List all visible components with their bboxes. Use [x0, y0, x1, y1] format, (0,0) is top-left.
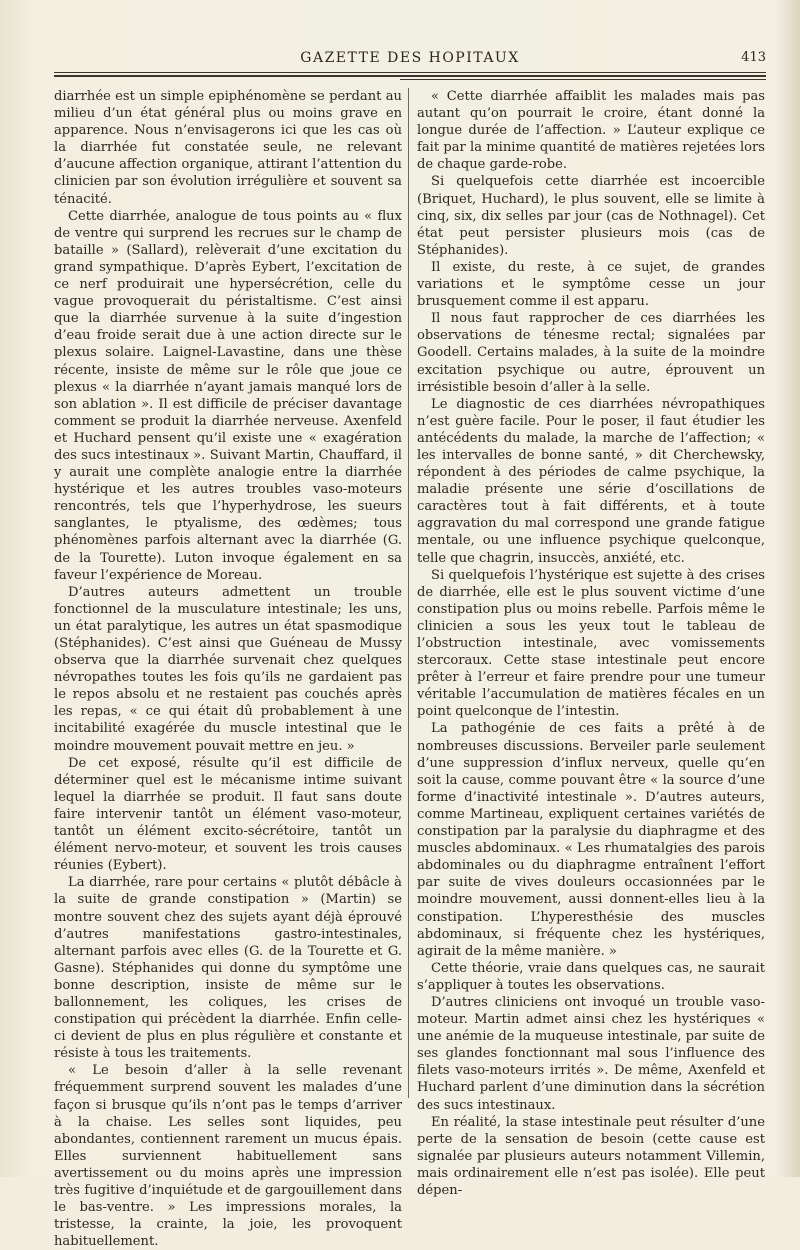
left-column	[54, 88, 402, 1250]
paragraph: Cette diarrhée, analogue de tous points au « flux de ventre qui surprend les recrues sur le champ de bataille » (Sallard), relèverait d’une excitation du grand sympathique. D’après Eybert, l’excitation de ce nerf produirait une hypersécrétion, celle du vague provoquerait du péristaltisme. C’est ainsi que la diarrhée survenue à la suite d’ingestion d’eau froide serait due à une action directe sur le plexus solaire. Laignel-Lavastine, dans une thèse récente, insiste de même sur le rôle que joue ce plexus « la diarrhée n’ayant jamais manqué lors de son ablation ». Il est difficile de préciser davantage comment se produit la diarrhée nerveuse. Axenfeld et Huchard pensent qu’il existe une « exagération des sucs intestinaux ». Suivant Martin, Chauffard, il y aurait une complète analogie entre la diarrhée hystérique et les autres troubles vaso-moteurs rencontrés, tels que l’hyperhydrose, les sueurs sanglantes, le ptyalisme, des œdèmes; tous phénomènes parfois alternant avec la diarrhée (G. de la Tourette). Luton invoque également en sa faveur l’expérience de Moreau.	[54, 208, 402, 583]
paragraph: Si quelquefois l’hystérique est sujette à des crises de diarrhée, elle est le plus souvent victime d’une constipation plus ou moins rebelle. Parfois même le clinicien a sous les yeux tout le tableau de l’obstruction intestinale, avec vomissements stercoraux. Cette stase intestinale peut encore prêter à l’erreur et faire prendre pour une tumeur véritable l’accumulation de matières fécales en un point quelconque de l’intestin.	[417, 567, 765, 720]
paragraph: En réalité, la stase intestinale peut résulter d’une perte de la sensation de besoin (cette cause est signalée par plusieurs auteurs notamment Villemin, mais ordinairement elle n’est pas isolée). Elle peut dépen-	[417, 1114, 765, 1198]
page-edge-shading	[778, 0, 800, 1177]
paragraph: La pathogénie de ces faits a prêté à de nombreuses discussions. Berveiler parle seulement d’une suppression d’influx nerveux, quelle qu’en soit la cause, comme pouvant être « la source d’une forme d’inactivité intestinale ». D’autres auteurs, comme Martineau, expliquent certaines variétés de constipation par la paralysie du diaphragme et des muscles abdominaux. « Les rhumatalgies des parois abdominales ou du diaphragme entraînent l’effort par suite de vives douleurs occasionnées par le moindre mouvement, aussi donnent-elles lieu à la constipation. L’hyperesthésie des muscles abdominaux, si fréquente chez les hystériques, agirait de la même manière. »	[417, 721, 765, 959]
journal-title: GAZETTE DES HOPITAUX	[300, 50, 520, 66]
column-divider	[408, 88, 409, 1098]
paragraph: Le diagnostic de ces diarrhées névropathiques n’est guère facile. Pour le poser, il faut étudier les antécédents du malade, la marche de l’affection; « les intervalles de bonne santé, » dit Cherchewsky, répondent à des périodes de calme psychique, la maladie présente une série d’oscillations de caractères tout à fait différents, et à toute aggravation du mal correspond une grande fatigue mentale, ou une influence psychique quelconque, telle que chagrin, insuccès, anxiété, etc.	[417, 396, 765, 566]
header-rule-short	[400, 79, 766, 80]
page-number: 413	[741, 50, 766, 65]
right-column	[417, 88, 765, 1199]
paragraph: Il existe, du reste, à ce sujet, de grandes variations et le symptôme cesse un jour brusquement comme il est apparu.	[417, 259, 765, 310]
running-header	[54, 50, 766, 72]
paragraph: De cet exposé, résulte qu’il est difficile de déterminer quel est le mécanisme intime suivant lequel la diarrhée se produit. Il faut sans doute faire intervenir tantôt un élément vaso-moteur, tantôt un élément excito-sécrétoire, tantôt un élément nervo-moteur, et souvent les trois causes réunies (Eybert).	[54, 755, 402, 874]
header-rule-thin	[54, 72, 766, 73]
paragraph: diarrhée est un simple epiphénomène se perdant au milieu d’un état général plus ou moins grave en apparence. Nous n’envisagerons ici que les cas où la diarrhée fut constatée seule, ne relevant d’aucune affection organique, attirant l’attention du clinicien par son évolution irrégulière et souvent sa ténacité.	[54, 89, 402, 207]
header-rule-thick	[54, 75, 766, 77]
paragraph: La diarrhée, rare pour certains « plutôt débâcle à la suite de grande constipation » (Martin) se montre souvent chez des sujets ayant déjà éprouvé d’autres manifestations gastro-intestinales, alternant parfois avec elles (G. de la Tourette et G. Gasne). Stéphanides qui donne du symptôme une bonne description, insiste de même sur le ballonnement, les coliques, les crises de constipation qui précèdent la diarrhée. Enfin celle-ci devient de plus en plus régulière et constante et résiste à tous les traitements.	[54, 875, 402, 1062]
paragraph: D’autres cliniciens ont invoqué un trouble vaso-moteur. Martin admet ainsi chez les hystériques « une anémie de la muqueuse intestinale, par suite de ses glandes fonctionnant mal sous l’influence des filets vaso-moteurs irrités ». De même, Axenfeld et Huchard parlent d’une diminution dans la sécrétion des sucs intestinaux.	[417, 994, 765, 1113]
paragraph: Cette théorie, vraie dans quelques cas, ne saurait s’appliquer à toutes les observations.	[417, 960, 765, 993]
paragraph: « Cette diarrhée affaiblit les malades mais pas autant qu’on pourrait le croire, étant donné la longue durée de l’affection. » L’auteur explique ce fait par la minime quantité de matières rejetées lors de chaque garde-robe.	[417, 89, 765, 173]
paragraph: Si quelquefois cette diarrhée est incoercible (Briquet, Huchard), le plus souvent, elle se limite à cinq, six, dix selles par jour (cas de Nothnagel). Cet état peut persister plusieurs mois (cas de Stéphanides).	[417, 174, 765, 258]
paragraph: D’autres auteurs admettent un trouble fonctionnel de la musculature intestinale; les uns, un état paralytique, les autres un état spasmodique (Stéphanides). C’est ainsi que Guéneau de Mussy observa que la diarrhée survenait chez quelques névropathes toutes les fois qu’ils ne gardaient pas le repos absolu et ne restaient pas couchés après les repas, « ce qui était dû probablement à une incitabilité exagérée du muscle intestinal que le moindre mouvement pouvait mettre en jeu. »	[54, 584, 402, 754]
paragraph: Il nous faut rapprocher de ces diarrhées les observations de ténesme rectal; signalées par Goodell. Certains malades, à la suite de la moindre excitation psychique ou autre, éprouvent un irrésistible besoin d’aller à la selle.	[417, 311, 765, 395]
paragraph: « Le besoin d’aller à la selle revenant fréquemment surprend souvent les malades d’une façon si brusque qu’ils n’ont pas le temps d’arriver à la chaise. Les selles sont liquides, peu abondantes, contiennent rarement un mucus épais. Elles surviennent habituellement sans avertissement ou du moins après une impression très fugitive d’inquiétude et de gargouillement dans le bas-ventre. » Les impressions morales, la tristesse, la crainte, la joie, les provoquent habituellement.	[54, 1063, 402, 1250]
